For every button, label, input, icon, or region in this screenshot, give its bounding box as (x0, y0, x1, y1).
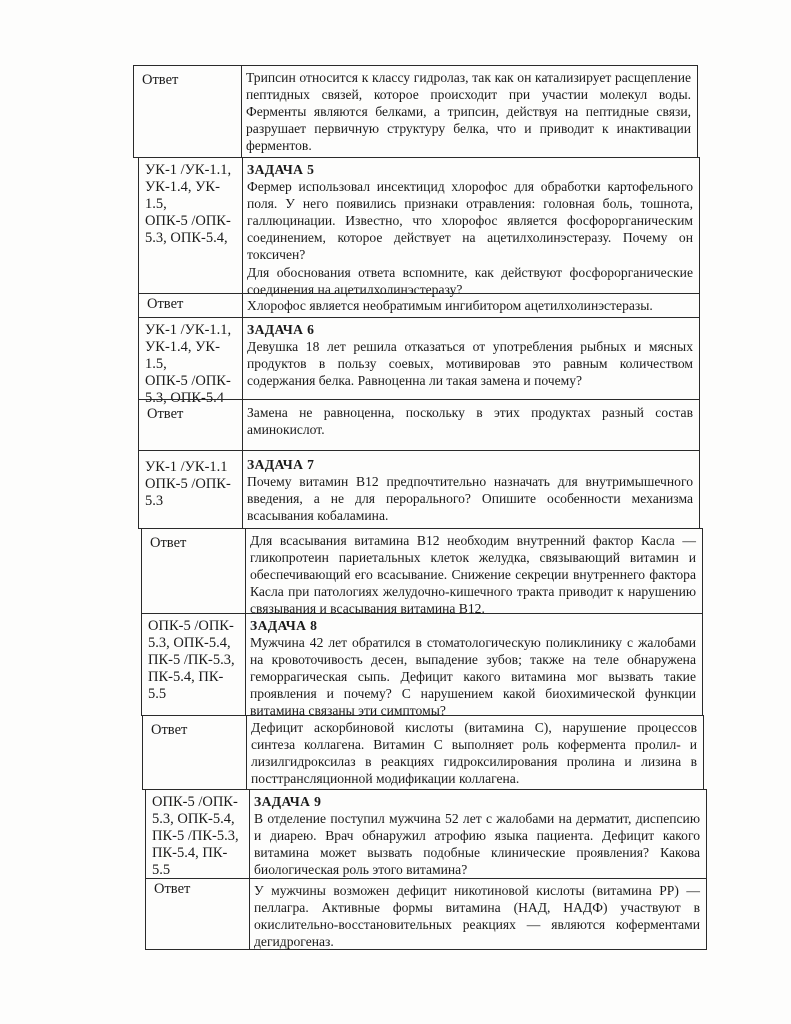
task-hint-5: Для обоснования ответа вспомните, как действуют фосфорорганические соединения на ацетилхолинэстеразу? (247, 264, 693, 297)
task-body-5 (241, 158, 699, 297)
answer-label: Ответ (146, 879, 250, 949)
code-line: ОПК-5 /ОПК- (145, 213, 231, 229)
code-line: 5.3, ОПК-5.4, (148, 635, 231, 651)
code-line: УК-1.4, УК- (145, 179, 220, 195)
code-line: УК-1 /УК-1.1 (145, 459, 228, 475)
task-text-6: Девушка 18 лет решила отказаться от употребления рыбных и мясных продуктов в пользу соевых, мотивировав это равным количеством содержания белка. Равноценна ли такая замена и почему? (247, 339, 693, 389)
code-line: 5.3 (145, 493, 164, 509)
code-line: УК-1.4, УК- (145, 339, 220, 355)
code-line: ПК-5.4, ПК- (152, 845, 228, 861)
answer-label: Ответ (143, 716, 247, 789)
competency-codes-8 (142, 614, 246, 715)
code-line: ПК-5 /ПК-5.3, (152, 828, 239, 844)
answer-label: Ответ (139, 400, 243, 450)
answer-text-4: Трипсин относится к классу гидролаз, так как он катализирует расщепление пептидных связей, которое происходит при участии молекул воды. Ферменты являются белками, а трипсин, действуя на пептидные связи, разрушает первичную структуру белка, что и приводит к инактивации ферментов. (246, 70, 691, 154)
competency-codes-9 (146, 790, 250, 878)
answer-row-4 (133, 65, 698, 158)
code-line: УК-1 /УК-1.1, (145, 162, 232, 178)
answer-text-7: Для всасывания витамина В12 необходим внутренний фактор Касла — гликопротеин париетальных клеток желудка, связывающий витамин и обеспечивающий его всасывание. Снижение секреции внутреннего фактора Касла при патологиях желудочно-кишечного тракта приводит к нарушению связывания и всасывания витамина В12. (250, 533, 696, 617)
code-line: 5.3, ОПК-5.4 (145, 390, 224, 406)
answer-text-8: Дефицит аскорбиновой кислоты (витамина С), нарушение процессов синтеза коллагена. Витамин С выполняет роль кофермента пролил- и лизилгидроксилаз в реакциях гидроксилирования пролина и лизина в посттрансляционной модификации коллагена. (251, 720, 697, 787)
code-line: ОПК-5 /ОПК- (145, 373, 231, 389)
task-body-8 (244, 614, 702, 719)
code-line: ПК-5.4, ПК- (148, 669, 224, 685)
answer-label: Ответ (139, 294, 243, 317)
competency-codes-7 (139, 451, 243, 528)
task-row-5 (138, 157, 700, 297)
task-body-7 (241, 451, 699, 528)
code-line: ОПК-5 /ОПК- (148, 618, 234, 634)
code-line: УК-1 /УК-1.1, (145, 322, 232, 338)
task-text-9: В отделение поступил мужчина 52 лет с жалобами на дерматит, диспепсию и диарею. Врач обнаружил атрофию языка пациента. Дефицит какого витамина может вызвать подобные клинические проявления? Какова биологическая роль этого витамина? (254, 811, 700, 878)
answer-row-5 (138, 293, 700, 318)
answer-text-9: У мужчины возможен дефицит никотиновой кислоты (витамина РР) — пеллагра. Активные формы витамина (НАД, НАДФ) участвуют в окислительно-восстановительных реакциях — являются коферментами дегидрогеназ. (254, 883, 700, 950)
answer-row-9 (145, 878, 707, 950)
answer-label: Ответ (134, 66, 242, 157)
task-row-7 (138, 450, 700, 529)
answer-row-6 (138, 399, 700, 451)
task-title-9: ЗАДАЧА 9 (254, 794, 322, 809)
code-line: 5.5 (152, 862, 171, 878)
task-title-5: ЗАДАЧА 5 (247, 162, 315, 177)
task-text-5: Фермер использовал инсектицид хлорофос для обработки картофельного поля. У него появились признаки отравления: головная боль, тошнота, галлюцинации. Известно, что хлорофос является фосфорорганическим соединением, которое действует на ацетилхолинэстеразу. Почему он токсичен? (247, 179, 693, 263)
code-line: 5.3, ОПК-5.4, (152, 811, 235, 827)
task-title-6: ЗАДАЧА 6 (247, 322, 315, 337)
code-line: ОПК-5 /ОПК- (145, 476, 231, 492)
task-row-8 (141, 613, 703, 719)
answer-row-7 (141, 528, 703, 617)
answer-row-8 (142, 715, 704, 790)
answer-text-6: Замена не равноценна, поскольку в этих продуктах разный состав аминокислот. (247, 405, 693, 438)
competency-codes-6 (139, 318, 243, 406)
competency-codes-5 (139, 158, 243, 293)
code-line: 5.3, ОПК-5.4, (145, 230, 228, 246)
answer-text-5: Хлорофос является необратимым ингибитором ацетилхолинэстеразы. (247, 298, 653, 313)
task-row-6 (138, 317, 700, 406)
code-line: 5.5 (148, 686, 167, 702)
task-body-9 (248, 790, 706, 878)
code-line: ПК-5 /ПК-5.3, (148, 652, 235, 668)
code-line: 1.5, (145, 356, 167, 372)
code-line: 1.5, (145, 196, 167, 212)
task-body-6 (241, 318, 699, 399)
task-row-9 (145, 789, 707, 879)
task-title-7: ЗАДАЧА 7 (247, 457, 315, 472)
code-line: ОПК-5 /ОПК- (152, 794, 238, 810)
task-title-8: ЗАДАЧА 8 (250, 618, 318, 633)
answer-label: Ответ (142, 529, 246, 613)
task-text-7: Почему витамин В12 предпочтительно назначать для внутримышечного введения, а не для перорального? Опишите особенности механизма всасывания кобаламина. (247, 474, 693, 524)
task-text-8: Мужчина 42 лет обратился в стоматологическую поликлинику с жалобами на кровоточивость десен, выпадение зубов; также на теле обнаружена геморрагическая сыпь. Дефицит какого витамина мог вызвать такие проявления и почему? С нарушением какой биохимической функции витамина связаны эти симптомы? (250, 635, 696, 719)
